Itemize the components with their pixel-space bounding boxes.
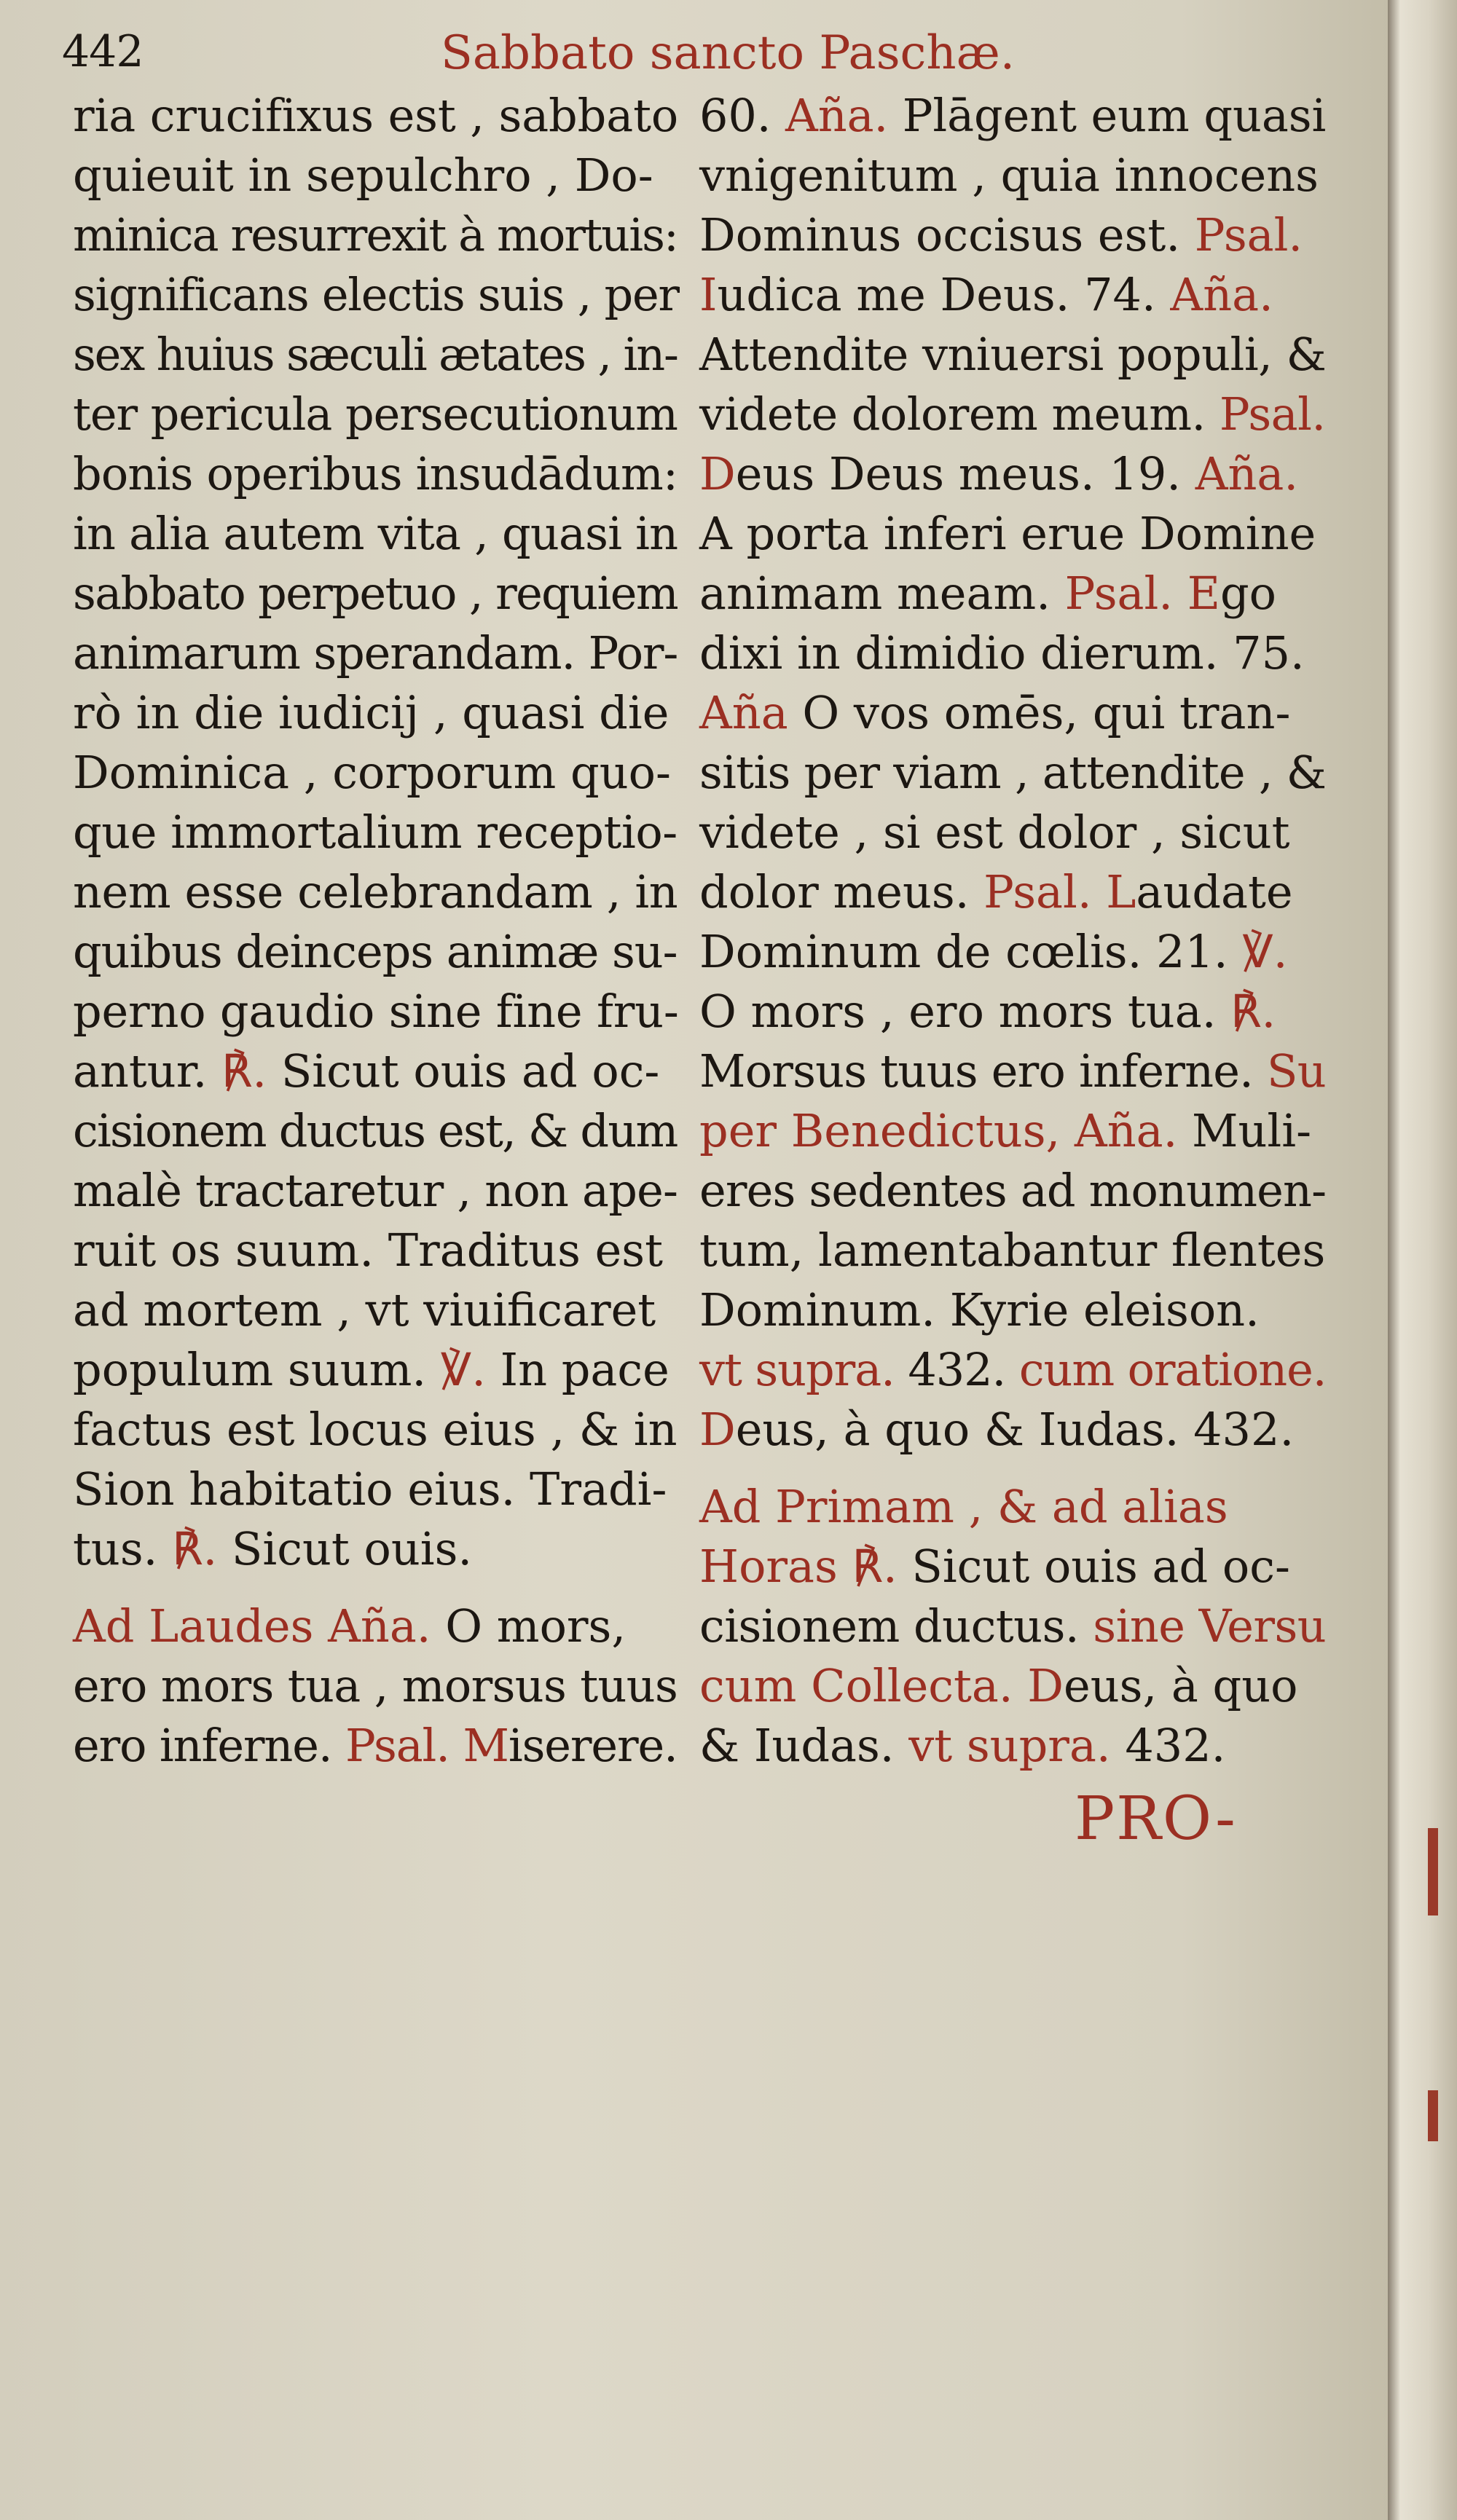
body-text: Dominum. Kyrie eleison.: [699, 1283, 1260, 1336]
left-text-line: [73, 1042, 678, 1101]
body-text: ad mortem , vt viuificaret: [73, 1283, 656, 1336]
rubric-text: ℟.: [1230, 985, 1276, 1038]
left-text-line: [73, 1161, 678, 1221]
body-text: 60.: [699, 89, 786, 142]
rubric-text: ℣.: [1242, 925, 1288, 978]
body-text: significans electis suis , per: [73, 268, 679, 321]
body-text: iserere.: [508, 1719, 678, 1772]
right-text-line: [699, 1221, 1326, 1280]
body-text: malè tractaretur , non ape-: [73, 1164, 678, 1217]
right-text-line: [699, 1537, 1326, 1596]
right-text-line: [699, 683, 1326, 743]
left-text-line: [73, 325, 678, 385]
body-text: eus, à quo & Iudas. 432.: [735, 1403, 1295, 1456]
right-text-line: [699, 1161, 1326, 1221]
rubric-text: per Benedictus, Aña.: [699, 1104, 1178, 1157]
left-text-line: [73, 205, 678, 265]
left-text-line: [73, 862, 678, 922]
body-text: A porta inferi erue Domine: [699, 507, 1316, 560]
right-text-line: [699, 205, 1326, 265]
body-text: go: [1220, 567, 1276, 620]
body-text: ria crucifixus est , sabbato: [73, 89, 679, 142]
paragraph-gap: [699, 1460, 1326, 1477]
right-text-line: [699, 504, 1326, 564]
right-text-line: [699, 1400, 1326, 1460]
running-head: [62, 26, 1279, 84]
rubric-text: Aña: [699, 686, 788, 739]
right-text-line: [699, 922, 1326, 982]
left-text-line: [73, 86, 678, 146]
body-text: Attendite vniuersi populi, &: [699, 328, 1327, 381]
facing-page-edge: [1388, 0, 1457, 2520]
body-text: Sion habitatio eius. Tradi-: [73, 1462, 667, 1516]
rubric-text: Psal.: [1194, 208, 1303, 261]
body-text: O mors , ero mors tua.: [699, 985, 1231, 1038]
rubric-text: cum oratione.: [1018, 1343, 1327, 1396]
right-text-line: [699, 1042, 1326, 1101]
right-text-line: [699, 265, 1326, 325]
right-text-line: [699, 982, 1326, 1042]
body-text: Dominica , corporum quo-: [73, 746, 671, 799]
body-text: udica me Deus. 74.: [717, 268, 1171, 321]
page-number: 442: [62, 26, 144, 77]
body-text: que immortalium receptio-: [73, 806, 678, 859]
body-text: eres sedentes ad monumen-: [699, 1164, 1327, 1217]
body-text: perno gaudio sine fine fru-: [73, 985, 679, 1038]
body-text: animam meam.: [699, 567, 1065, 620]
body-text: O mors,: [431, 1599, 627, 1653]
body-text: rò in die iudicij , quasi die: [73, 686, 669, 739]
rubric-text: Aña.: [785, 89, 889, 142]
rubric-text: Psal. M: [345, 1719, 508, 1772]
body-text: Plāgent eum quasi: [888, 89, 1327, 142]
body-text: videte , si est dolor , sicut: [699, 806, 1290, 859]
body-text: ter pericula persecutionum: [73, 387, 678, 441]
right-text-line: [699, 1101, 1326, 1161]
right-text-line: [699, 623, 1326, 683]
right-text-line: [699, 1477, 1326, 1537]
left-text-line: [73, 1596, 678, 1656]
left-text-line: [73, 564, 678, 623]
right-text-line: [699, 385, 1326, 444]
body-text: antur.: [73, 1044, 221, 1098]
rubric-text: Aña.: [1170, 268, 1273, 321]
body-text: ero inferne.: [73, 1719, 346, 1772]
body-text: dolor meus.: [699, 865, 984, 918]
rubric-text: ℟.: [221, 1044, 267, 1098]
edge-rubric-mark: [1428, 2090, 1438, 2141]
rubric-text: Ad Laudes Aña.: [73, 1599, 431, 1653]
body-text: 432.: [894, 1343, 1019, 1396]
rubric-text: Su: [1267, 1044, 1326, 1098]
right-text-line: [699, 743, 1326, 803]
left-text-line: [73, 504, 678, 564]
catchword: PRO-: [1075, 1784, 1237, 1854]
body-text: Sicut ouis ad oc-: [267, 1044, 660, 1098]
left-text-line: [73, 1460, 678, 1519]
rubric-text: Psal. E: [1064, 567, 1220, 620]
body-text: Muli-: [1177, 1104, 1312, 1157]
body-text: 432.: [1110, 1719, 1226, 1772]
edge-rubric-mark: [1428, 1828, 1438, 1915]
rubric-text: D: [699, 1403, 736, 1456]
body-text: Dominus occisus est.: [699, 208, 1195, 261]
body-text: factus est locus eius , & in: [73, 1403, 678, 1456]
left-text-line: [73, 922, 678, 982]
body-text: Sicut ouis.: [217, 1522, 473, 1575]
rubric-text: vt supra.: [699, 1343, 895, 1396]
body-text: Morsus tuus ero inferne.: [699, 1044, 1268, 1098]
left-text-line: [73, 1340, 678, 1400]
left-text-line: [73, 803, 678, 862]
body-text: sex huius sæculi ætates , in-: [73, 328, 678, 381]
right-text-line: [699, 803, 1326, 862]
rubric-text: D: [699, 447, 736, 500]
right-text-line: [699, 564, 1326, 623]
body-text: sabbato perpetuo , requiem: [73, 567, 678, 620]
body-text: populum suum.: [73, 1343, 441, 1396]
rubric-text: I: [699, 268, 718, 321]
right-text-line: [699, 86, 1326, 146]
body-text: eus Deus meus. 19.: [735, 447, 1195, 500]
right-text-line: [699, 862, 1326, 922]
left-text-column: [73, 86, 678, 1776]
rubric-text: Psal. L: [983, 865, 1136, 918]
body-text: sitis per viam , attendite , &: [699, 746, 1327, 799]
left-text-line: [73, 385, 678, 444]
body-text: tum, lamentabantur flentes: [699, 1224, 1326, 1277]
body-text: tus.: [73, 1522, 173, 1575]
body-text: animarum sperandam. Por-: [73, 626, 678, 680]
left-text-line: [73, 265, 678, 325]
body-text: vnigenitum , quia innocens: [699, 149, 1319, 202]
rubric-text: Ad Primam , & ad alias: [699, 1480, 1228, 1533]
body-text: O vos omēs, qui tran-: [788, 686, 1291, 739]
body-text: ruit os suum. Traditus est: [73, 1224, 664, 1277]
left-text-line: [73, 982, 678, 1042]
left-text-line: [73, 1280, 678, 1340]
rubric-text: ℣.: [440, 1343, 486, 1396]
body-text: bonis operibus insudādum:: [73, 447, 678, 500]
right-text-line: [699, 1596, 1326, 1656]
body-text: minica resurrexit à mortuis:: [73, 208, 678, 261]
body-text: quieuit in sepulchro , Do-: [73, 149, 653, 202]
body-text: ero mors tua , morsus tuus: [73, 1659, 678, 1712]
rubric-text: ℟.: [852, 1540, 898, 1593]
left-text-line: [73, 743, 678, 803]
right-text-line: [699, 1716, 1326, 1776]
left-text-line: [73, 146, 678, 205]
body-text: cisionem ductus est, & dum: [73, 1104, 678, 1157]
left-text-line: [73, 1656, 678, 1716]
rubric-text: ℟.: [172, 1522, 218, 1575]
body-text: Dominum de cœlis. 21.: [699, 925, 1243, 978]
body-text: dixi in dimidio dierum. 75.: [699, 626, 1305, 680]
left-text-line: [73, 1400, 678, 1460]
right-text-line: [699, 1340, 1326, 1400]
rubric-text: Horas: [699, 1540, 852, 1593]
body-text: In pace: [485, 1343, 669, 1396]
left-text-line: [73, 623, 678, 683]
rubric-text: vt supra.: [908, 1719, 1111, 1772]
right-text-line: [699, 325, 1326, 385]
right-text-line: [699, 146, 1326, 205]
left-text-line: [73, 1519, 678, 1579]
left-text-line: [73, 1101, 678, 1161]
body-text: nem esse celebrandam , in: [73, 865, 678, 918]
body-text: videte dolorem meum.: [699, 387, 1220, 441]
left-text-line: [73, 683, 678, 743]
right-text-line: [699, 1656, 1326, 1716]
body-text: in alia autem vita , quasi in: [73, 507, 678, 560]
right-text-line: [699, 1280, 1326, 1340]
rubric-text: Psal.: [1219, 387, 1326, 441]
body-text: cisionem ductus.: [699, 1599, 1093, 1653]
left-text-line: [73, 1716, 678, 1776]
running-title: Sabbato sancto Paschæ.: [441, 26, 1016, 80]
left-text-line: [73, 444, 678, 504]
rubric-text: sine Versu: [1093, 1599, 1327, 1653]
body-text: eus, à quo: [1064, 1659, 1298, 1712]
body-text: & Iudas.: [699, 1719, 909, 1772]
rubric-text: Aña.: [1195, 447, 1299, 500]
right-text-column: [699, 86, 1326, 1776]
right-text-line: [699, 444, 1326, 504]
body-text: quibus deinceps animæ su-: [73, 925, 678, 978]
left-text-line: [73, 1221, 678, 1280]
paragraph-gap: [73, 1579, 678, 1596]
body-text: audate: [1136, 865, 1293, 918]
body-text: Sicut ouis ad oc-: [897, 1540, 1290, 1593]
rubric-text: cum Collecta. D: [699, 1659, 1064, 1712]
